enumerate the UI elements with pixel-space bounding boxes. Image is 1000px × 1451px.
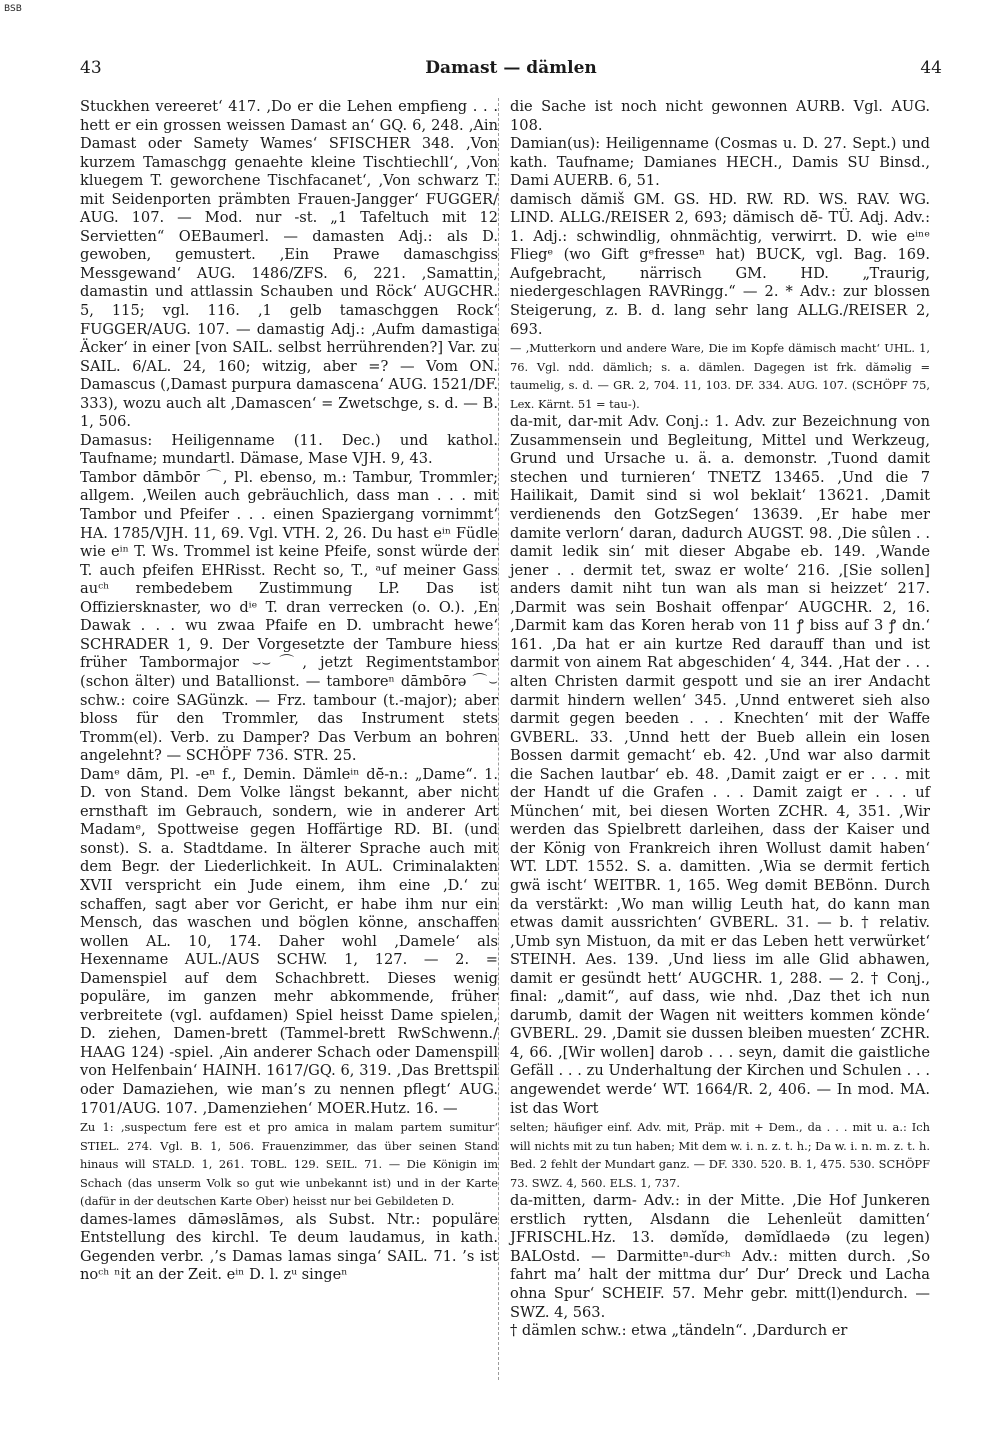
entry-damisch: damisch dămiš GM. GS. HD. RW. RD. WS. RAV. WG. LIND. ALLG./REISER 2, 693; dämisch dē̆- TÜ. Adj. Adv.: 1. Adj.: schwindlig, ohnmächtig, verwirrt. D. wie eⁱⁿᵉ Fliegᵉ (wo Gift gᵉfresseⁿ hat) BUCK, vgl. Bag. 169. Aufgebracht, närrisch GM. HD. „Traurig, niedergeschlagen RAVRingg.“ — 2. * Adv.: zur blossen Steigerung, z. B. d. lang sehr lang ALLG./REISER 2, 693. bbox=[510, 190, 930, 338]
entry-damast-continued: Stuckhen vereeret‘ 417. ‚Do er die Lehen empfieng . . . hett er ein grossen weissen Damast an‘ GQ. 6, 248. ‚Ain Damast oder Samety Wames‘ SFISCHER 348. ‚Von kurzem Tamaschgg genaehte kleine Tischtiechll‘, ‚Von kluegem T. geworchene Tischfacanet‘, ‚Von schwarz T. mit Seidenporten prämbten Frauen-Jangger‘ FUGGER/ AUG. 107. — Mod. nur -st. „1 Tafeltuch mit 12 Servietten“ OEBaumerl. — damasten Adj.: als D. gewoben, gemustert. ‚Ein Prawe damaschgiss Messgewand‘ AUG. 1486/ZFS. 6, 221. ‚Samattin, damastin und attlassin Schauben und Röck‘ AUGCHR. 5, 115; vgl. 116. ‚1 gelb tamaschggen Rock‘ FUGGER/AUG. 107. — damastig Adj.: ‚Aufm damastiga Äcker‘ in einer [von SAIL. selbst herrührenden?] Var. zu SAIL. 6/AL. 24, 160; witzig, aber =? — Vom ON. Damascus (‚Damast purpura damascena‘ AUG. 1521/DF. 333), wozu auch alt ‚Damascen‘ = Zwetschge, s. d. — B. 1, 506. bbox=[80, 98, 498, 431]
entry-damasus: Damasus: Heiligenname (11. Dec.) und kathol. Taufname; mundartl. Dämase, Mase VJH. 9, 43. bbox=[80, 431, 498, 468]
note-dame: Zu 1: ‚suspectum fere est et pro amica in malam partem sumitur‘ STIEL. 274. Vgl. B. 1, 506. Frauenzimmer, das über seinen Stand hinaus will STALD. 1, 261. TOBL. 129. SEIL. 71. — Die Königin im Schach (das unserm Volk so gut wie unbekannt ist) und in der Karte (dafür in der deutschen Karte Ober) heisst nur bei Gebildeten D. bbox=[80, 1120, 498, 1209]
entry-daemlen: † dämlen schw.: etwa „tändeln“. ‚Dardurch er bbox=[510, 1322, 848, 1340]
entry-da-mit: da-mit, dar-mit Adv. Conj.: 1. Adv. zur Bezeichnung von Zusammensein und Begleitung, Mittel und Werkzeug, Grund und Ursache u. ä. a. demonstr. ‚Tuond damit stechen und turnieren‘ TNETZ 13465. ‚Und die 7 Hailikait, Damit sind si wol beklait‘ 13621. ‚Damit verdienends den GotzSegen‘ 13639. ‚Er habe mer damite verlorn‘ daran, dadurch AUGST. 98. ‚Die sûlen . . damit ledik sin‘ mit dieser Abgabe eb. 149. ‚Wande jener . . dermit tet, swaz er wolte‘ 216. ‚[Sie sollen] anders damit niht tun wan als man si heizzet‘ 217. ‚Darmit was sein Boshait offenpar‘ AUGCHR. 2, 16. ‚Darmit kam das Koren herab von 11 ꝭ biss auf 3 ꝭ dn.‘ 161. ‚Da hat er ain kurtze Red darauff than und ist darmit von ainem Rat abgeschiden‘ 4, 344. ‚Hat der . . . alten Christen darmit gespott und sie an irer Andacht darmit hindern wellen‘ 345. ‚Unnd entweret sieh also darmit gegen beeden . . . Knechten‘ mit der Waffe GVBERL. 33. ‚Unnd hett der Bueb allein ein losen Bossen darmit gemacht‘ eb. 42. ‚Und war also darmit die Sachen lautbar‘ eb. 48. ‚Damit zaigt er er . . . mit der Handt uf die Grafen . . . Damit zaigt er . . . uf München‘ mit, bei diesen Worten ZCHR. 4, 351. ‚Wir werden das Spielbrett darleihen, dass der Kaiser und der König von Frankreich ihren Wollust damit haben‘ WT. LDT. 1552. S. a. damitten. ‚Wia se dermit fertich gwä ischt‘ WEITBR. 1, 165. Weg dəmit BEBönn. Durch da verstärkt: ‚Wo man willig Leuth hat, do kann man etwas damit aussrichten‘ GVBERL. 31. — b. † relativ. ‚Umb syn Mistuon, da mit er das Leben hett verwürket‘ STEINH. Aes. 139. ‚Und liess im alle Glid abhawen, damit er gesündt hett‘ AUGCHR. 1, 288. — 2. † Conj., final: „damit“, auf dass, wie nhd. ‚Daz thet ich nun darumb, damit der Wagen nit weitters kommen könde‘ GVBERL. 29. ‚Damit sie dussen bleiben muesten‘ ZCHR. 4, 66. ‚[Wir wollen] darob . . . seyn, damit die gaistliche Gefäll . . . zu Underhaltung der Kirchen und Schulen . . . angewendet werde‘ WT. 1664/R. 2, 406. — In mod. MA. ist das Wort bbox=[510, 413, 930, 1117]
right-page-number: 44 bbox=[920, 58, 942, 78]
entry-da-mitten: da-mitten, darm- Adv.: in der Mitte. ‚Die Hof Junkeren erstlich rytten, Alsdann die Lehenleüt damitten‘ JFRISCHL.Hz. 13. dəmĭdə, dəmĭdlaedə (zu legen) BALOstd. — Darmitteⁿ-durᶜʰ Adv.: mitten durch. ‚So fahrt ma’ halt der mittma dur’ Dur’ Dreck und Lacha ohna Spur‘ SCHEIF. 57. Mehr gebr. mitt(l)endurch. — SWZ. 4, 563. bbox=[510, 1192, 930, 1321]
note-damisch: — ‚Mutterkorn und andere Ware, Die im Kopfe dämisch macht‘ UHL. 1, 76. Vgl. ndd. dämlich; s. a. dämlen. Dagegen ist frk. dăməlig = taumelig, s. d. — GR. 2, 704. 11, 103. DF. 334. AUG. 107. (SCHÖPF 75, Lex. Kärnt. 51 = tau-). bbox=[510, 341, 930, 411]
note-da-mit: selten; häufiger einf. Adv. mit, Präp. mit + Dem., da . . . mit u. a.: Ich will nichts mit zu tun haben; Mit dem w. i. n. z. t. h.; Da w. i. n. m. z. t. h. Bed. 2 fehlt der Mundart ganz. — DF. 330. 520. B. 1, 475. 530. SCHÖPF 73. SWZ. 4, 560. ELS. 1, 737. bbox=[510, 1120, 930, 1190]
library-watermark: BSB bbox=[4, 4, 22, 14]
entry-dames-lames: dames-lames dāməslāməs, als Subst. Ntr.: populäre Entstellung des kirchl. Te deum laudamus, in kath. Gegenden verbr. ‚’s Damas lamas singa‘ SAIL. 71. ’s ist noᶜʰ ⁿit an der Zeit. eⁱⁿ D. l. zᵘ singeⁿ bbox=[80, 1210, 498, 1284]
running-header bbox=[80, 52, 942, 82]
entry-tambor: Tambor dāmbōr ⌒, Pl. ebenso, m.: Tambur, Trommler; allgem. ‚Weilen auch gebräuchlich, dass man . . . mit Tambor und Pfeifer . . . einen Spaziergang vornimmt‘ HA. 1785/VJH. 11, 69. Vgl. VTH. 2, 26. Du hast eⁱⁿ Füdle wie eⁱⁿ T. Ws. Trommel ist keine Pfeife, sonst würde der T. auch pfeifen EHRisst. Recht so, T., ᵃuf meiner Gass auᶜʰ rembedebem Zustimmung LP. Das ist Offiziersknaster, wo dⁱᵉ T. dran verrecken (o. O.). ‚En Dawak . . . wu zwaa Pfaife en D. umbracht hewe‘ SCHRADER 1, 9. Der Vorgesetzte der Tambure hiess früher Tambormajor ⌣⌣⌒, jetzt Regimentstambor (schon älter) und Batallionst. — tamboreⁿ dāmbōrə ⌒⌣ schw.: coire SAGünzk. — Frz. tambour (t.-major); aber bloss für den Trommler, das Instrument stets Tromm(el). Verb. zu Damper? Das Verbum an bohren angelehnt? — SCHÖPF 736. STR. 25. bbox=[80, 468, 498, 765]
left-page-number: 43 bbox=[80, 58, 102, 78]
entry-dame: Damᵉ dām, Pl. -eⁿ f., Demin. Dämleⁱⁿ dē̆-n.: „Dame“. 1. D. von Stand. Dem Volke längst bekannt, aber nicht ernsthaft im Gebrauch, sondern, wie in anderer Art Madamᵉ, Spottweise gegen Hoffärtige RD. BI. (und sonst). S. a. Stadtdame. In älterer Sprache auch mit dem Begr. der Liederlichkeit. In AUL. Criminalakten XVII verspricht ein Jude einem, ihm eine ‚D.‘ zu schaffen, sagt aber vor Gericht, er habe ihm nur ein Mensch, das waschen und böglen könne, anschaffen wollen AL. 10, 174. Daher wohl ‚Damele‘ als Hexenname AUL./AUS SCHW. 1, 127. — 2. = Damenspiel auf dem Schachbrett. Dieses wenig populäre, im ganzen mehr abkommende, früher verbreitete (vgl. aufdamen) Spiel heisst Dame spielen, D. ziehen, Damen-brett (Tammel-brett RwSchwenn./ HAAG 124) -spiel. ‚Ain anderer Schach oder Damenspill von Helfenbain‘ HAINH. 1617/GQ. 6, 319. ‚Das Brettspil oder Damaziehen, wie man’s zu nennen pflegt‘ AUG. 1701/AUG. 107. ‚Damenziehen‘ MOER.Hutz. 16. — bbox=[80, 765, 498, 1117]
entry-damast-end: die Sache ist noch nicht gewonnen AURB. Vgl. AUG. 108. bbox=[510, 98, 930, 134]
entry-damian: Damian(us): Heiligenname (Cosmas u. D. 27. Sept.) und kath. Taufname; Damianes HECH., Damis SU Binsd., Dami AUERB. 6, 51. bbox=[510, 135, 930, 190]
left-column bbox=[80, 98, 498, 1285]
running-title: Damast — dämlen bbox=[425, 58, 597, 78]
right-column bbox=[510, 98, 930, 1341]
column-divider bbox=[498, 98, 499, 1380]
